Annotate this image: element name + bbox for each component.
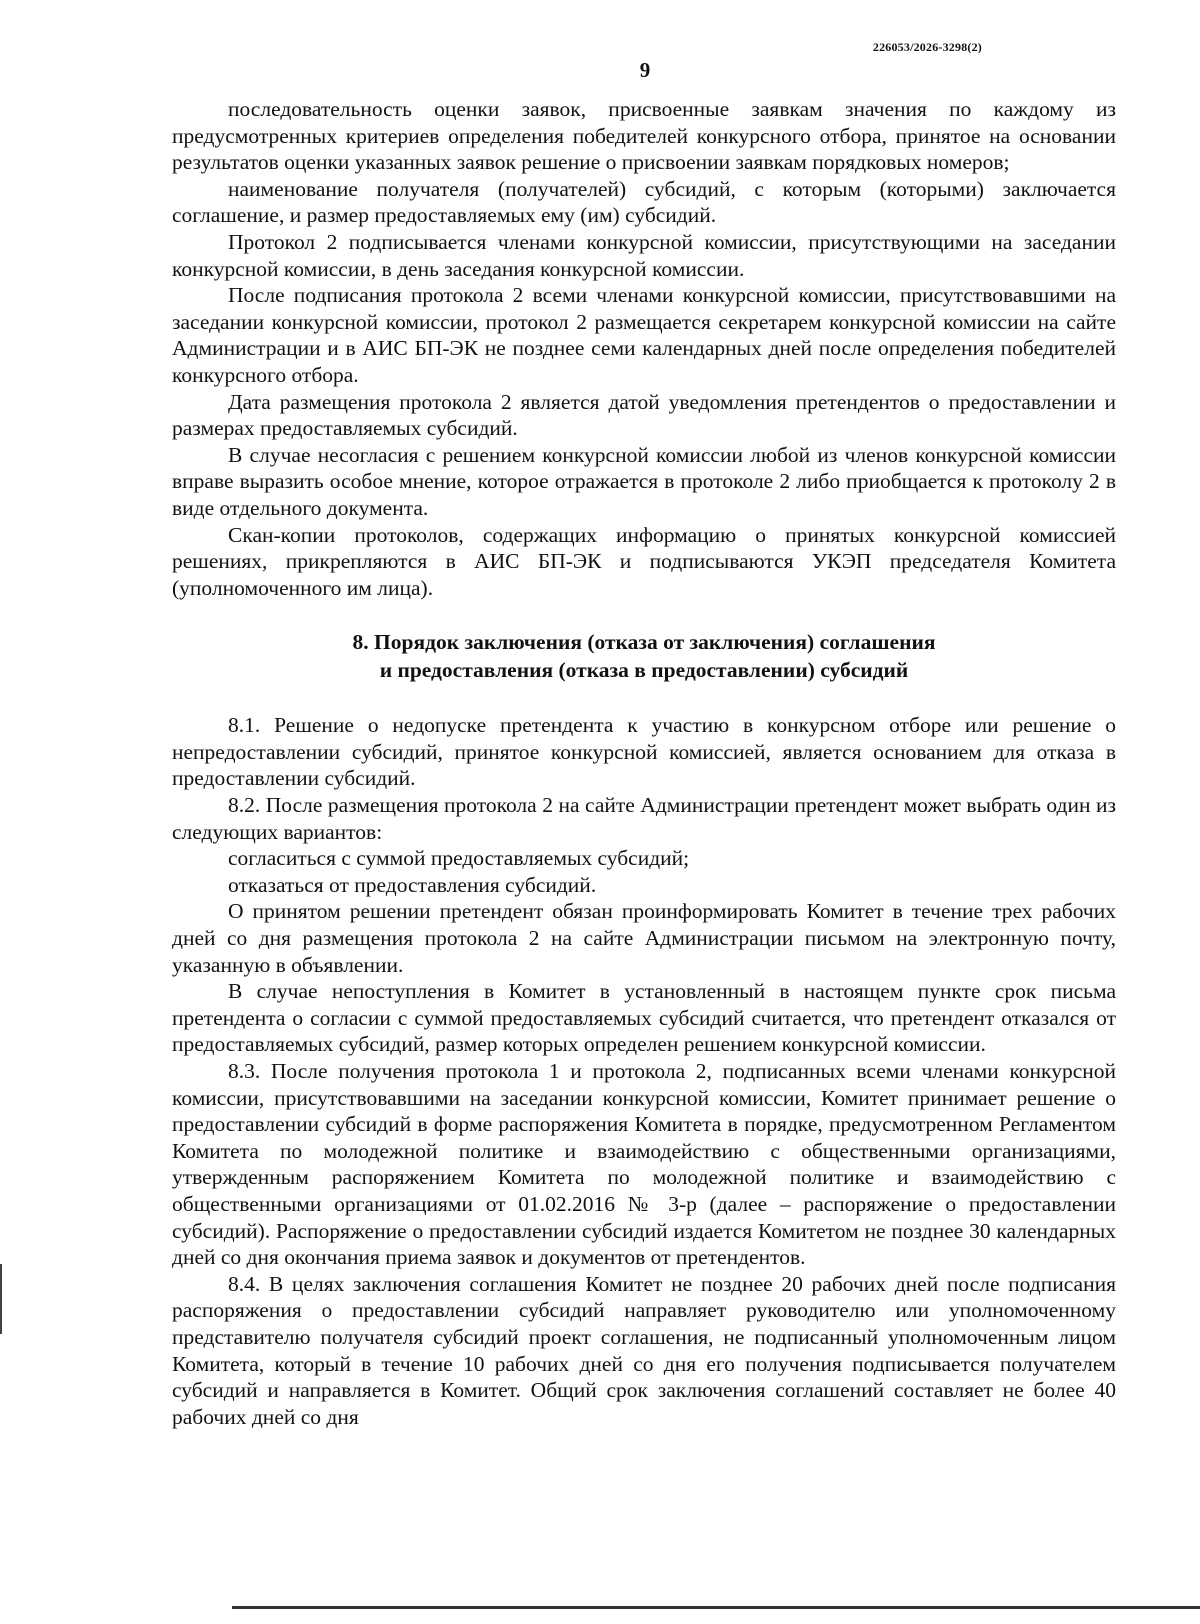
paragraph: последовательность оценки заявок, присвоенные заявкам значения по каждому из предусмотренных критериев определения победителей конкурсного отбора, принятое на основании результатов оценки указанных заявок решение о присвоении заявкам порядковых номеров; xyxy=(172,97,1116,175)
paragraph: Скан-копии протоколов, содержащих информацию о принятых конкурсной комиссией решениях, прикрепляются в АИС БП-ЭК и подписываются УКЭП председателя Комитета (уполномоченного им лица). xyxy=(172,522,1116,600)
paragraph-8-4: 8.4. В целях заключения соглашения Комитет не позднее 20 рабочих дней после подписания распоряжения о предоставлении субсидий направляет руководителю или уполномоченному представителю получателя субсидий проект соглашения, не подписанный уполномоченным лицом Комитета, который в течение 10 рабочих дней со дня его получения подписывается получателем субсидий и направляется в Комитет. Общий срок заключения соглашений составляет не более 40 рабочих дней со дня xyxy=(172,1271,1116,1429)
paragraph: Протокол 2 подписывается членами конкурсной комиссии, присутствующими на заседании конкурсной комиссии, в день заседания конкурсной комиссии. xyxy=(172,229,1116,281)
section-heading-line: и предоставления (отказа в предоставлении) субсидий xyxy=(379,658,909,683)
paragraph: Дата размещения протокола 2 является датой уведомления претендентов о предоставлении и размерах предоставляемых субсидий. xyxy=(172,389,1116,441)
document-id: 226053/2026-3298(2) xyxy=(872,40,982,54)
scan-edge-mark xyxy=(0,1264,2,1334)
paragraph-8-3: 8.3. После получения протокола 1 и протокола 2, подписанных всеми членами конкурсной комиссии, присутствовавшими на заседании конкурсной комиссии, Комитет принимает решение о предоставлении субсидий в форме распоряжения Комитета в порядке, предусмотренном Регламентом Комитета по молодежной политике и взаимодействию с общественными организациями, утвержденным распоряжением Комитета по молодежной политике и взаимодействию с общественными организациями от 01.02.2016 № 3-р (далее – распоряжение о предоставлении субсидий). Распоряжение о предоставлении субсидий издается Комитетом не позднее 30 календарных дней со дня окончания приема заявок и документов от претендентов. xyxy=(172,1059,1116,1270)
option-item: согласиться с суммой предоставляемых субсидий; xyxy=(228,846,690,871)
section-heading-line: 8. Порядок заключения (отказа от заключения) соглашения xyxy=(352,630,936,655)
paragraph: О принятом решении претендент обязан проинформировать Комитет в течение трех рабочих дней со дня размещения протокола 2 на сайте Администрации письмом на электронную почту, указанную в объявлении. xyxy=(172,899,1116,977)
section-heading xyxy=(172,628,1116,684)
paragraph: После подписания протокола 2 всеми членами конкурсной комиссии, присутствовавшими на заседании конкурсной комиссии, протокол 2 размещается секретарем конкурсной комиссии на сайте Администрации и в АИС БП-ЭК не позднее семи календарных дней после определения победителей конкурсного отбора. xyxy=(172,283,1116,387)
paragraph: наименование получателя (получателей) субсидий, с которым (которыми) заключается соглашение, и размер предоставляемых ему (им) субсидий. xyxy=(172,176,1116,228)
paragraph-8-2: 8.2. После размещения протокола 2 на сайте Администрации претендент может выбрать один из следующих вариантов: xyxy=(172,793,1116,844)
page-number: 9 xyxy=(639,58,651,82)
document-body xyxy=(172,96,1116,1430)
paragraph-8-1: 8.1. Решение о недопуске претендента к участию в конкурсном отборе или решение о непредоставлении субсидий, принятое конкурсной комиссией, является основанием для отказа в предоставлении субсидий. xyxy=(172,713,1116,791)
scan-edge-line xyxy=(232,1606,1200,1609)
option-item: отказаться от предоставления субсидий. xyxy=(228,872,597,897)
paragraph: В случае непоступления в Комитет в установленный в настоящем пункте срок письма претендента о согласии с суммой предоставляемых субсидий считается, что претендент отказался от предоставляемых субсидий, размер которых определен решением конкурсной комиссии. xyxy=(172,979,1116,1057)
paragraph: В случае несогласия с решением конкурсной комиссии любой из членов конкурсной комиссии вправе выразить особое мнение, которое отражается в протоколе 2 либо приобщается к протоколу 2 в виде отдельного документа. xyxy=(172,442,1116,520)
